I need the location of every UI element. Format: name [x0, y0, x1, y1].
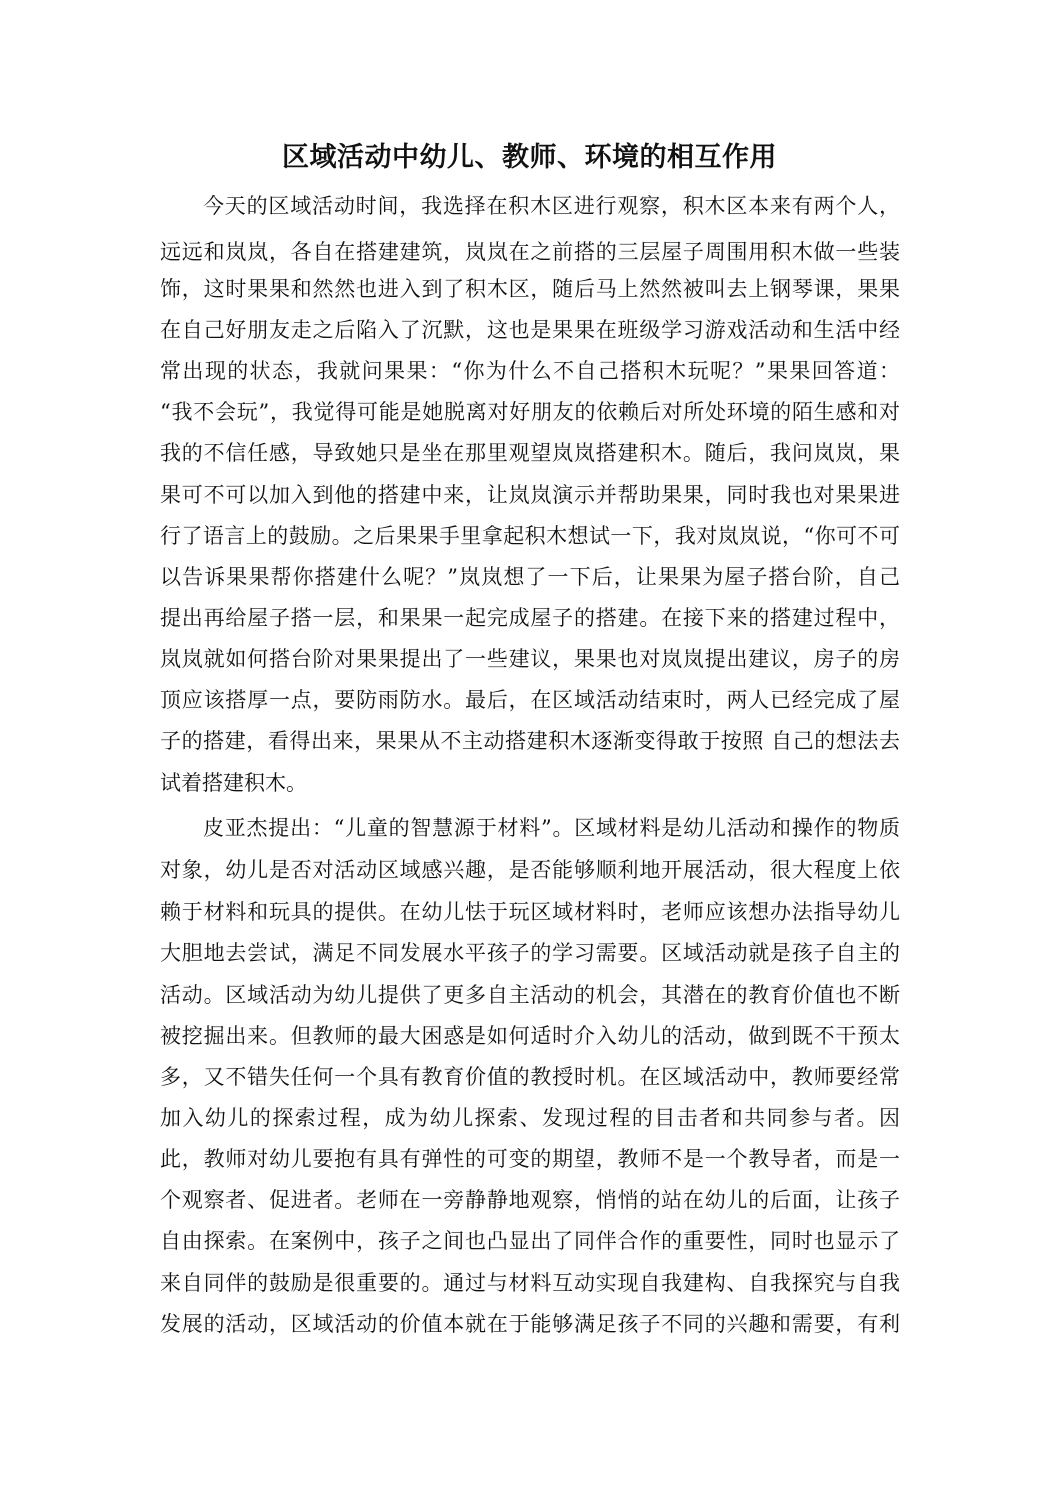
paragraph-line: 皮亚杰提出：“儿童的智慧源于材料”。区域材料是幼儿活动和操作的物质: [203, 816, 900, 840]
paragraph-line: 饰，这时果果和然然也进入到了积木区，随后马上然然被叫去上钢琴课，果果: [160, 277, 900, 301]
paragraph-line: 被挖掘出来。但教师的最大困惑是如何适时介入幼儿的活动，做到既不干预太: [160, 1024, 900, 1048]
paragraph-line: 提出再给屋子搭一层，和果果一起完成屋子的搭建。在接下来的搭建过程中，: [160, 606, 900, 630]
paragraph-line: 远远和岚岚，各自在搭建建筑，岚岚在之前搭的三层屋子周围用积木做一些装: [160, 240, 900, 264]
paragraph-line: 自由探索。在案例中，孩子之间也凸显出了同伴合作的重要性，同时也显示了: [160, 1229, 900, 1253]
paragraph-line: 发展的活动，区域活动的价值本就在于能够满足孩子不同的兴趣和需要，有利: [160, 1312, 900, 1336]
paragraph-line: 活动。区域活动为幼儿提供了更多自主活动的机会，其潜在的教育价值也不断: [160, 983, 900, 1007]
paragraph-line: 来自同伴的鼓励是很重要的。通过与材料互动实现自我建构、自我探究与自我: [160, 1271, 900, 1295]
paragraph-line: 个观察者、促进者。老师在一旁静静地观察，悄悄的站在幼儿的后面，让孩子: [160, 1188, 900, 1212]
paragraph-line: 赖于材料和玩具的提供。在幼儿怯于玩区域材料时，老师应该想办法指导幼儿: [160, 900, 900, 924]
document-title: 区域活动中幼儿、教师、环境的相互作用: [282, 142, 777, 173]
paragraph-line: 我的不信任感，导致她只是坐在那里观望岚岚搭建积木。随后，我问岚岚，果: [160, 441, 900, 465]
paragraph-line: 顶应该搭厚一点，要防雨防水。最后，在区域活动结束时，两人已经完成了屋: [160, 688, 900, 712]
paragraph-line: 岚岚就如何搭台阶对果果提出了一些建议，果果也对岚岚提出建议，房子的房: [160, 647, 900, 671]
paragraph-line: 常出现的状态，我就问果果：“你为什么不自己搭积木玩呢？”果果回答道：: [160, 359, 900, 383]
paragraph-line: 加入幼儿的探索过程，成为幼儿探索、发现过程的目击者和共同参与者。因: [160, 1106, 900, 1130]
paragraph-line: 以告诉果果帮你搭建什么呢？”岚岚想了一下后，让果果为屋子搭台阶，自己: [160, 565, 900, 589]
paragraph-line: 果可不可以加入到他的搭建中来，让岚岚演示并帮助果果，同时我也对果果进: [160, 483, 900, 507]
paragraph-line: 多，又不错失任何一个具有教育价值的教授时机。在区域活动中，教师要经常: [160, 1065, 900, 1089]
paragraph-line: 此，教师对幼儿要抱有具有弹性的可变的期望，教师不是一个教导者，而是一: [160, 1147, 900, 1171]
paragraph-line: 子的搭建，看得出来，果果从不主动搭建积木逐渐变得敢于按照 自己的想法去: [160, 729, 900, 753]
paragraph-line: “我不会玩”，我觉得可能是她脱离对好朋友的依赖后对所处环境的陌生感和对: [160, 400, 900, 424]
paragraph-line: 在自己好朋友走之后陷入了沉默，这也是果果在班级学习游戏活动和生活中经: [160, 318, 900, 342]
paragraph-line: 试着搭建积木。: [160, 771, 307, 795]
paragraph-line: 大胆地去尝试，满足不同发展水平孩子的学习需要。区域活动就是孩子自主的: [160, 941, 900, 965]
paragraph-line: 行了语言上的鼓励。之后果果手里拿起积木想试一下，我对岚岚说，“你可不可: [160, 524, 900, 548]
paragraph-line: 今天的区域活动时间，我选择在积木区进行观察，积木区本来有两个人，: [203, 194, 900, 218]
paragraph-line: 对象，幼儿是否对活动区域感兴趣，是否能够顺利地开展活动，很大程度上依: [160, 858, 900, 882]
